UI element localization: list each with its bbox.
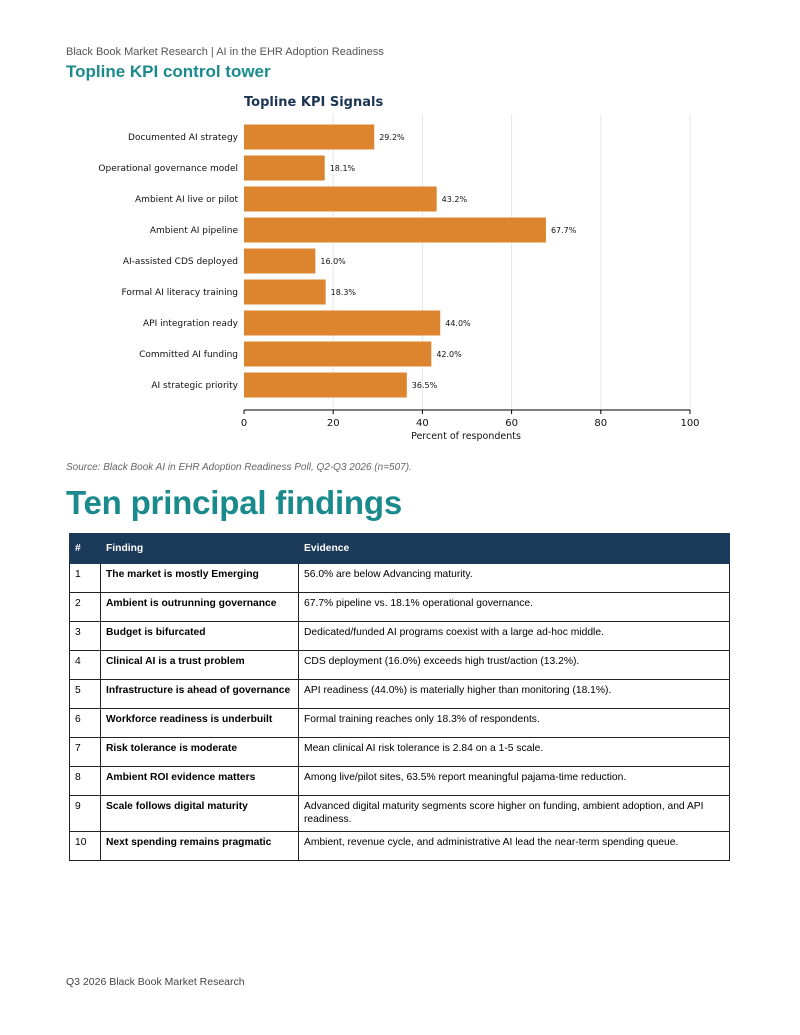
kpi-bar-chart (66, 88, 734, 450)
finding-number: 9 (70, 796, 101, 832)
running-header: Black Book Market Research | AI in the EHR Adoption Readiness (66, 46, 384, 58)
evidence-text: Formal training reaches only 18.3% of respondents. (299, 709, 730, 738)
evidence-text: API readiness (44.0%) is materially higher than monitoring (18.1%). (299, 680, 730, 709)
evidence-text: Among live/pilot sites, 63.5% report meaningful pajama-time reduction. (299, 767, 730, 796)
table-row (70, 622, 730, 651)
value-label: 18.1% (329, 164, 356, 173)
evidence-text: Dedicated/funded AI programs coexist with a large ad-hoc middle. (299, 622, 730, 651)
evidence-text: Advanced digital maturity segments score higher on funding, ambient adoption, and API readiness. (299, 796, 730, 832)
value-label: 42.0% (436, 350, 462, 359)
finding-number: 2 (70, 593, 101, 622)
bar (244, 187, 437, 212)
finding-text: Ambient ROI evidence matters (101, 767, 299, 796)
value-label: 29.2% (379, 133, 405, 142)
value-label: 44.0% (445, 319, 471, 328)
category-label: AI strategic priority (151, 381, 238, 391)
table-row (70, 593, 730, 622)
finding-text: Ambient is outrunning governance (101, 593, 299, 622)
table-row (70, 831, 730, 860)
category-label: Operational governance model (98, 164, 238, 174)
bar (244, 280, 326, 305)
table-row (70, 651, 730, 680)
finding-number: 5 (70, 680, 101, 709)
table-header-row (70, 534, 730, 564)
evidence-text: Mean clinical AI risk tolerance is 2.84 on a 1-5 scale. (299, 738, 730, 767)
finding-number: 3 (70, 622, 101, 651)
category-label: Ambient AI live or pilot (135, 195, 238, 205)
value-label: 36.5% (411, 381, 438, 390)
source-note: Source: Black Book AI in EHR Adoption Readiness Poll, Q2-Q3 2026 (n=507). (66, 462, 412, 473)
finding-text: Risk tolerance is moderate (101, 738, 299, 767)
findings-table (69, 533, 730, 861)
bar (244, 218, 546, 243)
finding-number: 4 (70, 651, 101, 680)
x-tick-label: 40 (416, 418, 429, 429)
x-tick-label: 80 (594, 418, 608, 429)
finding-text: Next spending remains pragmatic (101, 831, 299, 860)
finding-number: 10 (70, 831, 101, 860)
category-label: API integration ready (143, 319, 238, 329)
x-tick-label: 60 (505, 418, 518, 429)
category-label: AI-assisted CDS deployed (122, 257, 238, 267)
column-header-finding: Finding (101, 534, 299, 564)
evidence-text: CDS deployment (16.0%) exceeds high trust/action (13.2%). (299, 651, 730, 680)
bar (244, 249, 315, 274)
x-tick-label: 100 (680, 418, 700, 429)
page-footer: Q3 2026 Black Book Market Research (66, 976, 245, 988)
category-label: Committed AI funding (139, 350, 238, 360)
column-header-evidence: Evidence (299, 534, 730, 564)
section-title: Topline KPI control tower (66, 62, 271, 81)
findings-title: Ten principal findings (66, 484, 402, 521)
finding-number: 8 (70, 767, 101, 796)
bar (244, 156, 325, 181)
bar (244, 125, 374, 150)
category-label: Documented AI strategy (128, 133, 238, 143)
finding-text: Budget is bifurcated (101, 622, 299, 651)
table-row (70, 796, 730, 832)
column-header-number: # (70, 534, 101, 564)
finding-text: The market is mostly Emerging (101, 564, 299, 593)
value-label: 18.3% (330, 288, 357, 297)
finding-number: 1 (70, 564, 101, 593)
finding-number: 7 (70, 738, 101, 767)
category-label: Ambient AI pipeline (149, 226, 238, 236)
table-row (70, 767, 730, 796)
table-row (70, 709, 730, 738)
value-label: 43.2% (441, 195, 468, 204)
evidence-text: Ambient, revenue cycle, and administrative AI lead the near-term spending queue. (299, 831, 730, 860)
bar (244, 311, 440, 336)
table-row (70, 738, 730, 767)
x-tick-label: 0 (240, 418, 248, 429)
bar (244, 342, 431, 367)
finding-text: Workforce readiness is underbuilt (101, 709, 299, 738)
finding-number: 6 (70, 709, 101, 738)
bar (244, 373, 407, 398)
x-axis-label: Percent of respondents (411, 431, 521, 442)
category-label: Formal AI literacy training (121, 288, 238, 298)
table-row (70, 564, 730, 593)
finding-text: Scale follows digital maturity (101, 796, 299, 832)
value-label: 67.7% (550, 226, 577, 235)
evidence-text: 67.7% pipeline vs. 18.1% operational governance. (299, 593, 730, 622)
table-row (70, 680, 730, 709)
value-label: 16.0% (320, 257, 346, 266)
finding-text: Clinical AI is a trust problem (101, 651, 299, 680)
chart-title: Topline KPI Signals (244, 95, 384, 110)
finding-text: Infrastructure is ahead of governance (101, 680, 299, 709)
evidence-text: 56.0% are below Advancing maturity. (299, 564, 730, 593)
x-tick-label: 20 (326, 418, 340, 429)
